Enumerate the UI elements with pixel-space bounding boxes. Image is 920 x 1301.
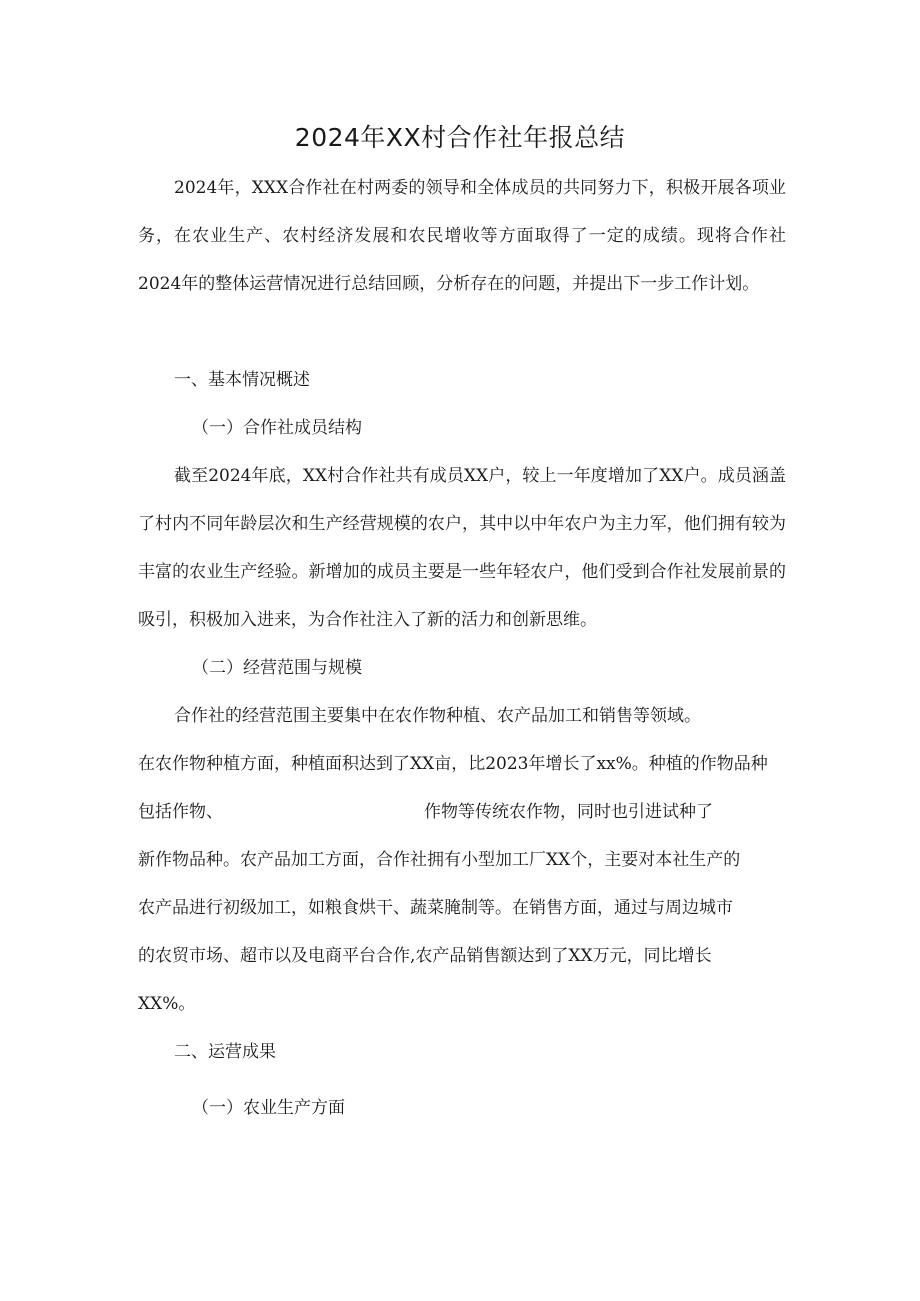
- scope-line-7: XX%。: [138, 994, 196, 1014]
- scope-line-3b: 作物等传统农作物，同时也引进试种了: [424, 802, 713, 822]
- section-2-sub-1-heading: （一）农业生产方面: [192, 1098, 345, 1118]
- section-1-sub-1-body: 截至2024年底，XX村合作社共有成员XX户，较上一年度增加了XX户。成员涵盖了村内不同年龄层次和生产经营规模的农户，其中以中年农户为主力军，他们拥有较为丰富的农业生产经验。新增加的成员主要是一些年轻农户，他们受到合作社发展前景的吸引，积极加入进来，为合作社注入了新的活力和创新思维。: [138, 466, 786, 630]
- section-1-heading: 一、基本情况概述: [174, 370, 310, 390]
- document-title: 2024年XX村合作社年报总结: [294, 123, 626, 152]
- scope-line-4: 新作物品种。农产品加工方面，合作社拥有小型加工厂XX个，主要对本社生产的: [138, 850, 741, 870]
- section-1-sub-2-heading: （二）经营范围与规模: [192, 658, 362, 678]
- scope-line-5: 农产品进行初级加工，如粮食烘干、蔬菜腌制等。在销售方面，通过与周边城市: [138, 898, 733, 918]
- scope-line-2: 在农作物种植方面，种植面积达到了XX亩，比2023年增长了xx%。种植的作物品种: [138, 754, 768, 774]
- section-1-sub-1-heading: （一）合作社成员结构: [192, 418, 362, 438]
- scope-line-1: 合作社的经营范围主要集中在农作物种植、农产品加工和销售等领域。: [174, 706, 701, 726]
- scope-line-6: 的农贸市场、超市以及电商平台合作,农产品销售额达到了XX万元，同比增长: [138, 946, 712, 966]
- scope-line-3a: 包括作物、: [138, 802, 223, 822]
- section-2-heading: 二、运营成果: [174, 1042, 276, 1062]
- intro-paragraph: 2024年，XXX合作社在村两委的领导和全体成员的共同努力下，积极开展各项业务，在农业生产、农村经济发展和农民增收等方面取得了一定的成绩。现将合作社2024年的整体运营情况进行总结回顾，分析存在的问题，并提出下一步工作计划。: [138, 178, 786, 294]
